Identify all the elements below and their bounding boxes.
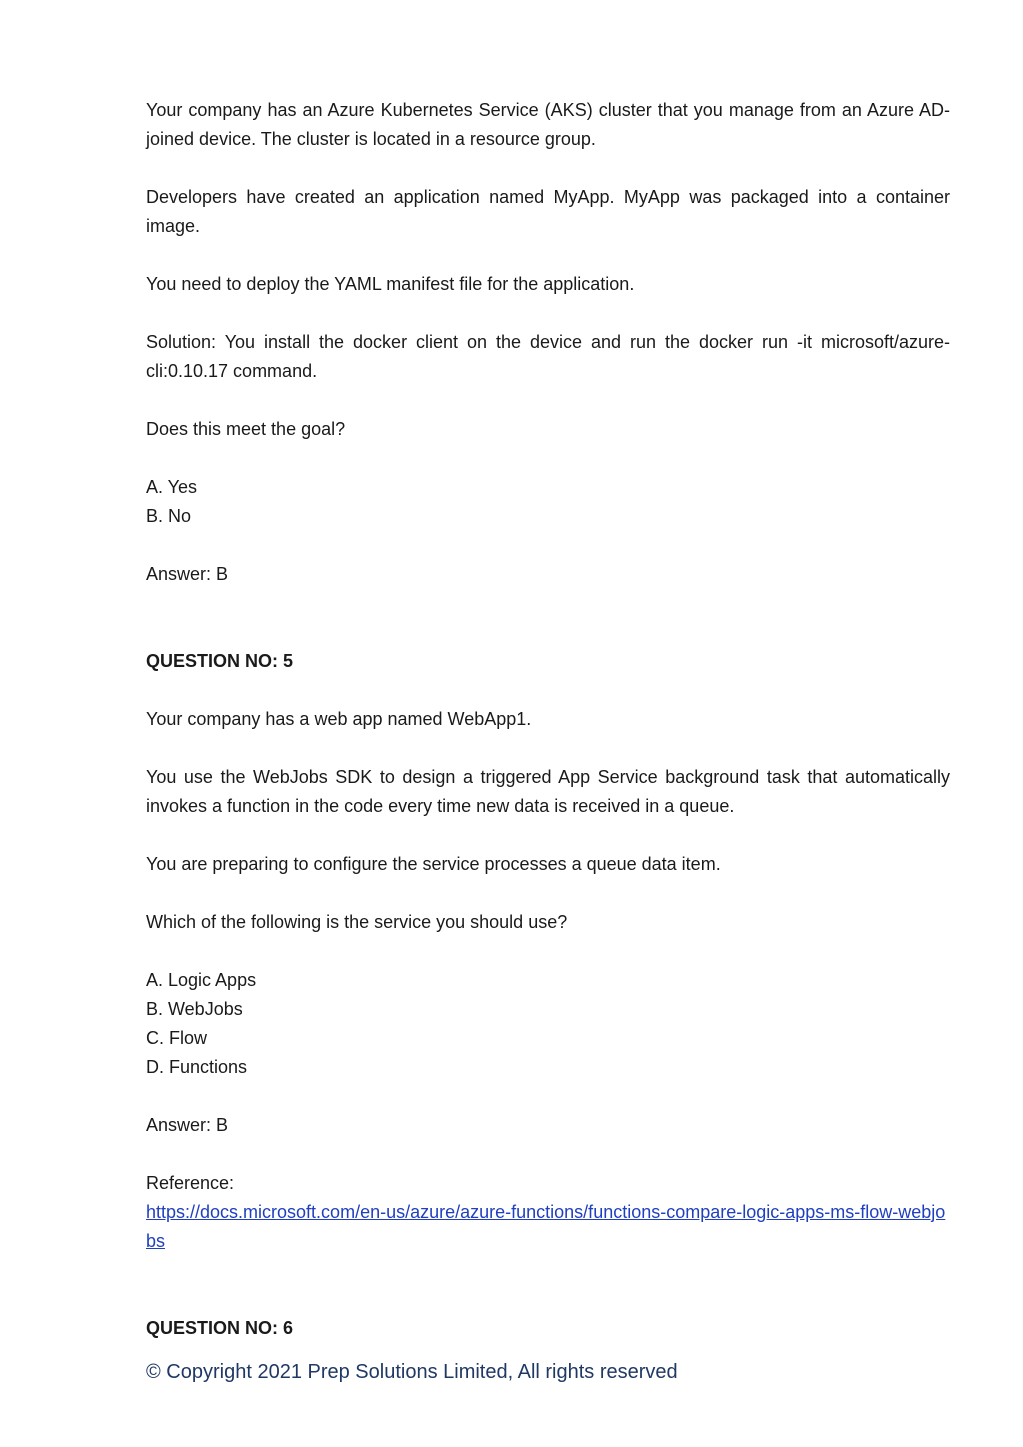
q5-reference-link[interactable]: https://docs.microsoft.com/en-us/azure/azure-functions/functions-compare-logic-apps-ms-flow-webjobs [146,1202,946,1251]
q4-option-b: B. No [146,506,192,526]
q6-heading: QUESTION NO: 6 [146,1318,294,1338]
q5-option-a: A. Logic Apps [146,970,257,990]
q5-heading: QUESTION NO: 5 [146,651,294,671]
q5-options [146,966,950,1082]
copyright-footer: © Copyright 2021 Prep Solutions Limited, All rights reserved [146,1361,678,1383]
q5-reference [146,1169,950,1256]
q5-option-d: D. Functions [146,1057,248,1077]
section-spacer [146,618,950,647]
q4-solution: Solution: You install the docker client on the device and run the docker run -it microsoft/azure-cli:0.10.17 command. [146,332,950,381]
q4-answer: Answer: B [146,564,229,584]
q4-options [146,473,950,531]
q4-question: Does this meet the goal? [146,419,346,439]
q5-answer: Answer: B [146,1115,229,1135]
q4-option-a: A. Yes [146,477,198,497]
q5-reference-label: Reference: [146,1173,235,1193]
q5-intro: Your company has a web app named WebApp1. [146,709,532,729]
q5-question: Which of the following is the service you should use? [146,912,568,932]
section-spacer [146,1285,950,1314]
q5-option-b: B. WebJobs [146,999,243,1019]
q5-preparing: You are preparing to configure the service processes a queue data item. [146,854,721,874]
q5-option-c: C. Flow [146,1028,208,1048]
q5-scenario: You use the WebJobs SDK to design a triggered App Service background task that automatically invokes a function in the code every time new data is received in a queue. [146,767,950,816]
q4-need: You need to deploy the YAML manifest file for the application. [146,274,635,294]
page-content [146,96,950,1372]
q4-developers: Developers have created an application named MyApp. MyApp was packaged into a container image. [146,187,950,236]
q4-intro: Your company has an Azure Kubernetes Service (AKS) cluster that you manage from an Azure AD-joined device. The cluster is located in a resource group. [146,100,950,149]
